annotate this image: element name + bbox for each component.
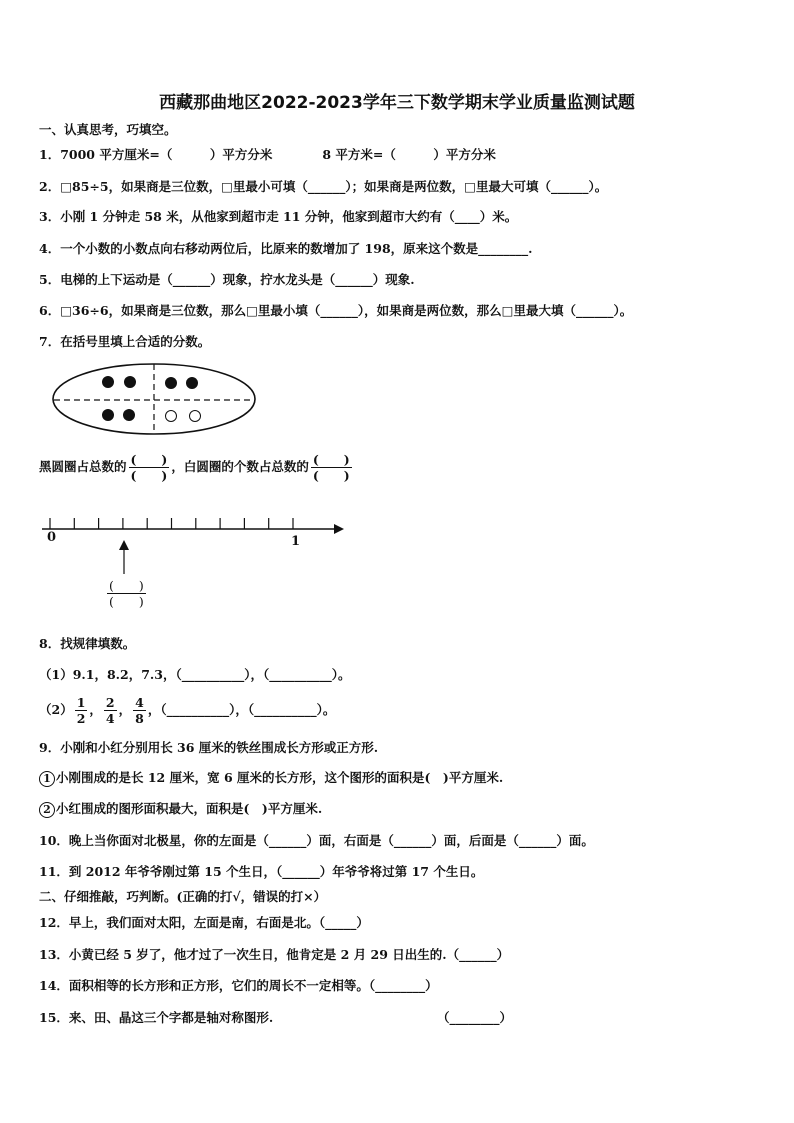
- page-title: 西藏那曲地区2022-2023学年三下数学期末学业质量监测试题: [159, 93, 635, 113]
- number-line-fraction: [105, 578, 148, 609]
- fraction-denominator: 4: [105, 711, 115, 726]
- question-11: 11．到 2012 年爷爷刚过第 15 个生日，（______）年爷爷将过第 17 个生日。: [39, 864, 484, 879]
- fraction-4-8: [133, 695, 146, 726]
- fraction-denominator: 8: [135, 711, 144, 726]
- question-9-part-2: [39, 801, 322, 818]
- question-3: 3．小刚 1 分钟走 58 米，从他家到超市走 11 分钟，他家到超市大约有（____）米。: [39, 209, 518, 224]
- black-dot: [124, 376, 136, 388]
- ellipse-dots-diagram: [50, 360, 260, 438]
- section-1-heading: 一、认真思考，巧填空。: [39, 122, 177, 137]
- section-2-heading: 二、仔细推敲，巧判断。(正确的打√，错误的打×）: [39, 889, 327, 904]
- question-13: 13．小黄已经 5 岁了，他才过了一次生日，他肯定是 2 月 29 日出生的.（______）: [39, 947, 510, 962]
- question-15: 15．来、田、晶这三个字都是轴对称图形.: [39, 1010, 274, 1025]
- white-dot: [190, 411, 201, 422]
- comma: ，: [89, 702, 102, 717]
- black-dot: [102, 376, 114, 388]
- question-5: 5．电梯的上下运动是（______）现象，拧水龙头是（______）现象.: [39, 272, 415, 287]
- black-dot: [165, 377, 177, 389]
- number-line: [38, 512, 348, 612]
- question-9: 9．小刚和小红分别用长 36 厘米的铁丝围成长方形或正方形.: [39, 740, 379, 755]
- question-2: 2．□85÷5，如果商是三位数，□里最小可填（______）；如果商是两位数，□里最大可填（______）。: [39, 179, 608, 194]
- q8-2-suffix: （__________），（__________）。: [160, 702, 336, 717]
- fraction-numerator: 1: [76, 695, 86, 710]
- fraction-denominator: ( ): [130, 468, 168, 483]
- black-dot: [186, 377, 198, 389]
- question-9-part-1: [39, 770, 503, 787]
- number-line-fraction-blank: [107, 578, 146, 609]
- q9-2-text: 小红围成的图形面积最大，面积是( )平方厘米.: [56, 801, 323, 816]
- fraction-numerator: ( ): [109, 578, 144, 593]
- fraction-numerator: 4: [135, 695, 144, 710]
- circled-number-1: 1: [39, 771, 55, 787]
- circled-number-2: 2: [39, 802, 55, 818]
- fraction-2-4: [104, 695, 117, 726]
- fraction-denominator: ( ): [312, 468, 350, 483]
- comma: ，: [118, 702, 132, 717]
- black-dot: [123, 409, 135, 421]
- number-line-label-0: 0: [47, 530, 57, 545]
- q8-2-prefix: （2）: [39, 702, 73, 717]
- question-15-blank: （________）: [437, 1010, 513, 1025]
- black-dot: [102, 409, 114, 421]
- question-7: 7．在括号里填上合适的分数。: [39, 334, 211, 349]
- question-8: 8．找规律填数。: [39, 636, 136, 651]
- number-line-label-1: 1: [291, 534, 301, 549]
- comma: ，: [147, 702, 161, 717]
- fraction-denominator: ( ): [109, 594, 144, 609]
- question-10: 10．晚上当你面对北极星，你的左面是（______）面，右面是（______）面，后面是（______）面。: [39, 833, 594, 848]
- pointer-arrowhead: [119, 540, 129, 550]
- question-14: 14．面积相等的长方形和正方形，它们的周长不一定相等。（________）: [39, 978, 438, 993]
- question-4: 4．一个小数的小数点向右移动两位后，比原来的数增加了 198，原来这个数是________.: [39, 241, 533, 256]
- number-line-ticks: [50, 518, 293, 529]
- q7-black-text: 黑圆圈占总数的: [39, 459, 127, 474]
- question-7-fraction-line: [39, 451, 354, 483]
- fraction-numerator: ( ): [312, 452, 350, 467]
- question-1: 1．7000 平方厘米=（ ）平方分米 8 平方米=（ ）平方分米: [39, 147, 496, 162]
- question-8-part-2: [39, 692, 335, 728]
- fraction-blank-white: [311, 452, 352, 483]
- fraction-denominator: 2: [76, 711, 86, 726]
- fraction-blank-black: [129, 452, 170, 483]
- number-line-arrowhead: [334, 524, 344, 534]
- question-8-part-1: （1）9.1，8.2，7.3，（__________），（__________）。: [39, 667, 351, 682]
- white-dot: [166, 411, 177, 422]
- question-12: 12．早上，我们面对太阳，左面是南，右面是北。（_____）: [39, 915, 369, 930]
- fraction-numerator: ( ): [130, 452, 168, 467]
- fraction-1-2: [75, 695, 88, 726]
- q9-1-text: 小刚围成的是长 12 厘米，宽 6 厘米的长方形，这个图形的面积是( )平方厘米.: [56, 770, 504, 785]
- q7-white-text: ，白圆圈的个数占总数的: [171, 459, 309, 474]
- fraction-numerator: 2: [105, 695, 115, 710]
- question-6: 6．□36÷6，如果商是三位数，那么□里最小填（______），如果商是两位数，那么□里最大填（______）。: [39, 303, 633, 318]
